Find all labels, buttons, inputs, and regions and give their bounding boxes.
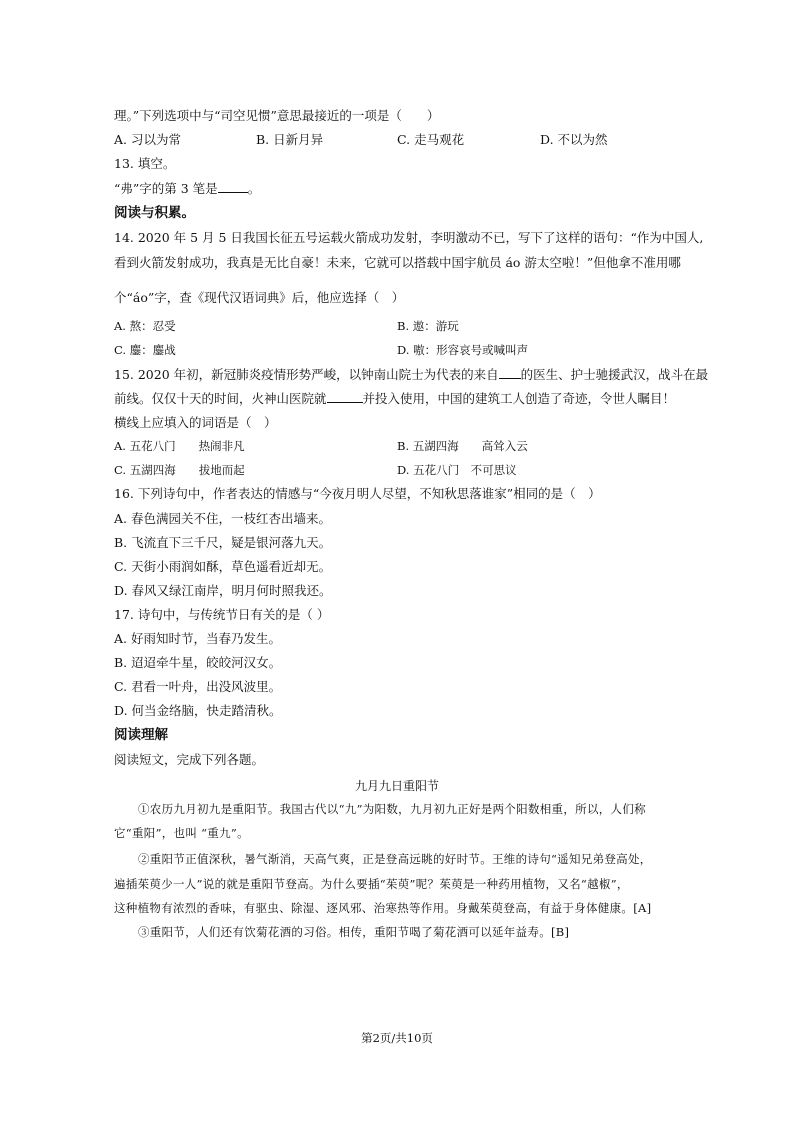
q14-line-2: 看到火箭发射成功，我真是无比自豪！未来，它就可以搭载中国宇航员 áo 游太空啦！”但他拿不准用哪 xyxy=(114,255,681,270)
q13-stem-post: 。 xyxy=(247,181,261,196)
q16-option-d: D. 春风又绿江南岸，明月何时照我还。 xyxy=(114,583,332,598)
passage-line-2: 它“重阳”，也叫 “重九”。 xyxy=(114,826,249,840)
q15-option-b: B. 五湖四海 高耸入云 xyxy=(397,439,528,453)
q17-option-c: C. 君看一叶舟，出没风波里。 xyxy=(114,679,282,694)
q17-option-a: A. 好雨知时节，当春乃发生。 xyxy=(114,631,281,646)
q15-option-c: C. 五湖四海 拔地而起 xyxy=(114,463,245,477)
passage-line-6: ③重阳节，人们还有饮菊花酒的习俗。相传，重阳节喝了菊花酒可以延年益寿。[B] xyxy=(138,925,570,939)
q14-line-3: 个“áo”字，查《现代汉语词典》后，他应选择（ ） xyxy=(114,290,405,305)
q12-option-d: D. 不以为然 xyxy=(540,132,608,147)
section-heading-reading-comprehension: 阅读理解 xyxy=(114,727,168,743)
passage-line-5: 这种植物有浓烈的香味，有驱虫、除湿、逐风邪、治寒热等作用。身戴茱萸登高，有益于身体健康。[A] xyxy=(114,901,652,915)
q15-option-d: D. 五花八门 不可思议 xyxy=(397,463,517,477)
q15-line-2-post: 并投入使用，中国的建筑工人创造了奇迹，令世人瞩目！ xyxy=(362,391,676,406)
passage-line-3: ②重阳节正值深秋，暑气渐消，天高气爽，正是登高远眺的好时节。王维的诗句“遥知兄弟登高处， xyxy=(138,852,652,866)
q12-option-c: C. 走马观花 xyxy=(397,132,465,147)
q17-stem: 17. 诗句中，与传统节日有关的是（ ） xyxy=(114,607,330,622)
page-number-footer: 第2页/共10页 xyxy=(361,1031,433,1045)
q12-option-b: B. 日新月异 xyxy=(256,132,324,147)
q13-stem-pre: “弗”字的第 3 笔是 xyxy=(114,181,218,196)
q16-option-b: B. 飞流直下三千尺，疑是银河落九天。 xyxy=(114,535,332,550)
passage-line-4: 遍插茱萸少一人”说的就是重阳节登高。为什么要插“茱萸”呢？茱萸是一种药用植物，又名“越椒”， xyxy=(114,877,629,891)
passage-title: 九月九日重阳节 xyxy=(354,779,439,793)
q15-blank-1 xyxy=(499,366,521,379)
q15-line-3: 横线上应填入的词语是（ ） xyxy=(114,415,277,430)
q16-option-a: A. 春色满园关不住，一枝红杏出墙来。 xyxy=(114,511,331,526)
section-heading-reading-accumulation: 阅读与积累。 xyxy=(114,205,195,221)
q12-stem: 理。”下列选项中与“司空见惯”意思最接近的一项是（ ） xyxy=(114,108,440,123)
q17-option-b: B. 迢迢牵牛星，皎皎河汉女。 xyxy=(114,655,282,670)
q15-blank-2 xyxy=(327,390,363,403)
q15-line-1-post: 的医生、护士驰援武汉，战斗在最 xyxy=(520,367,709,382)
q15-line-2-pre: 前线。仅仅十天的时间，火神山医院就 xyxy=(114,391,327,406)
reading-instruction: 阅读短文，完成下列各题。 xyxy=(114,752,265,767)
q15-line-2 xyxy=(114,390,675,408)
q13-stem xyxy=(114,180,260,198)
q15-line-1 xyxy=(114,366,708,384)
passage-line-1: ①农历九月初九是重阳节。我国古代以“九”为阳数，九月初九正好是两个阳数相重，所以，人们称 xyxy=(138,802,646,816)
q16-option-c: C. 天街小雨润如酥，草色遥看近却无。 xyxy=(114,559,332,574)
q13-title: 13. 填空。 xyxy=(114,156,176,171)
q14-option-a: A. 熬：忍受 xyxy=(114,319,176,333)
q15-line-1-pre: 15. 2020 年初，新冠肺炎疫情形势严峻，以钟南山院士为代表的来自 xyxy=(114,367,499,382)
q17-option-d: D. 何当金络脑，快走踏清秋。 xyxy=(114,703,282,718)
q14-option-d: D. 嗷：形容哀号或喊叫声 xyxy=(397,343,529,357)
q12-option-a: A. 习以为常 xyxy=(114,132,181,147)
q14-option-c: C. 鏖：鏖战 xyxy=(114,343,176,357)
q13-answer-blank xyxy=(218,180,248,193)
q14-option-b: B. 遨：游玩 xyxy=(397,319,459,333)
q16-stem: 16. 下列诗句中，作者表达的情感与“今夜月明人尽望，不知秋思落谁家”相同的是（ ） xyxy=(114,486,601,501)
q14-line-1: 14. 2020 年 5 月 5 日我国长征五号运载火箭成功发射，李明激动不已，写下了这样的语句：“作为中国人, xyxy=(114,230,704,245)
q15-option-a: A. 五花八门 热闹非凡 xyxy=(114,439,245,453)
